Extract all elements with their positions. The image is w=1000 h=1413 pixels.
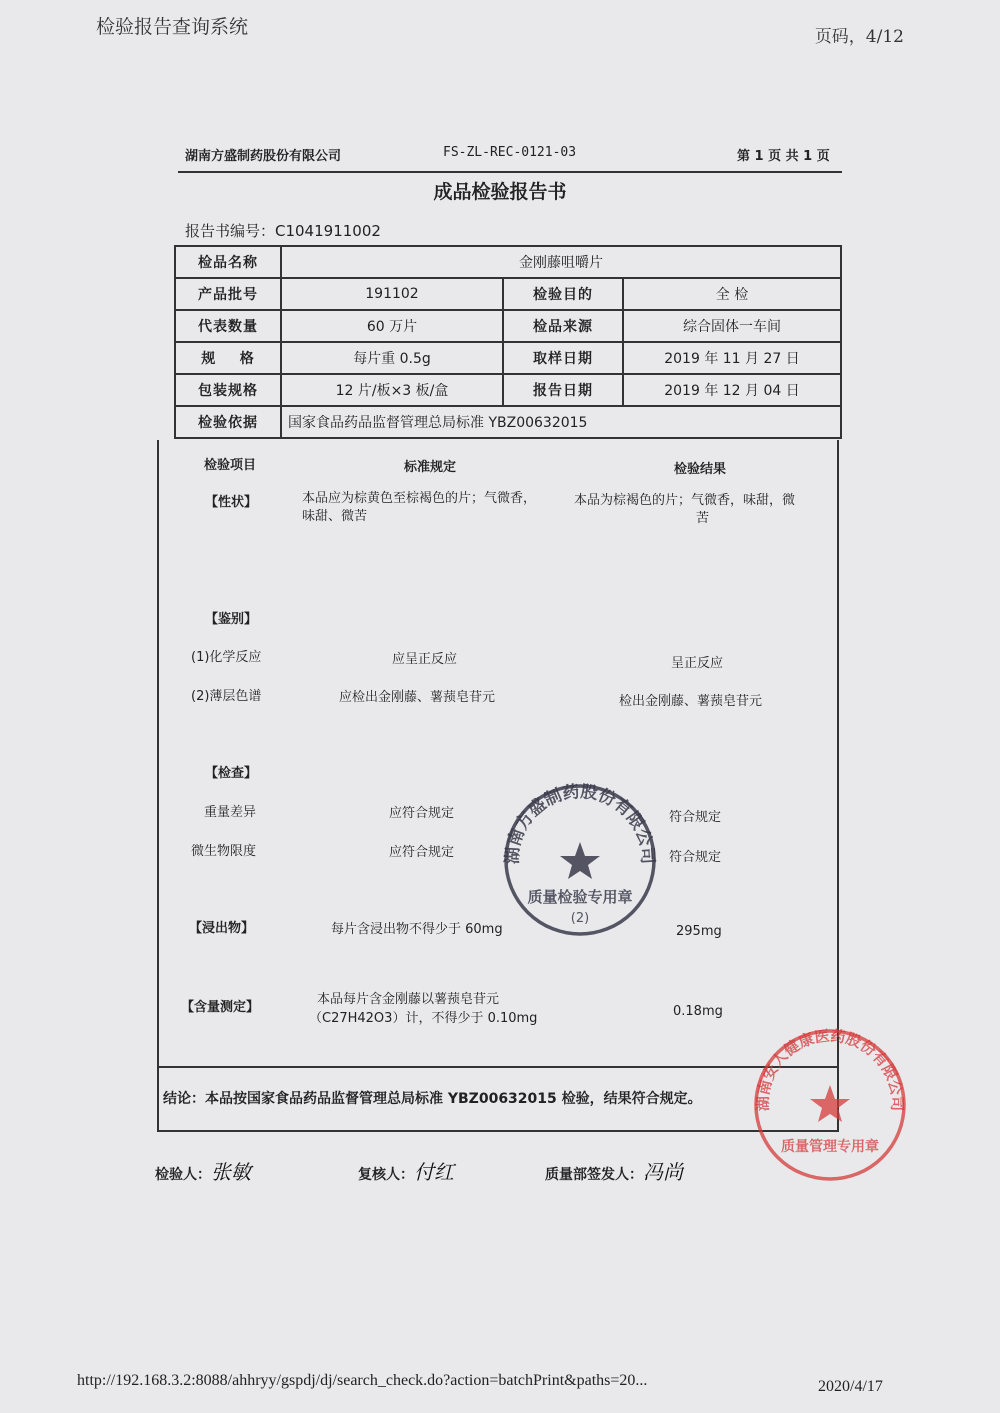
col-header-standard: 标准规定 <box>404 460 457 475</box>
packaging: 12 片/板×3 板/盒 <box>281 374 503 406</box>
red-stamp-center-text: 质量管理专用章 <box>781 1139 879 1155</box>
table-row <box>175 342 841 374</box>
report-date: 2019 年 12 月 04 日 <box>623 374 841 406</box>
table-row <box>175 374 841 406</box>
items-section <box>157 440 839 1068</box>
batch-number: 191102 <box>281 278 503 310</box>
item-label: 【鉴别】 <box>205 612 258 627</box>
col-header-item: 检验项目 <box>204 458 257 473</box>
blue-stamp-number: (2) <box>570 911 590 926</box>
sampling-date: 2019 年 11 月 27 日 <box>623 342 841 374</box>
table-label: 规 格 <box>175 342 281 374</box>
item-result: 苦 <box>696 511 710 526</box>
red-stamp-ring-text: 湖南安人健康医药股份有限公司 <box>753 1026 907 1112</box>
table-row <box>175 406 841 438</box>
item-result: 295mg <box>676 924 722 939</box>
inspector-signature <box>155 1156 251 1185</box>
item-standard: 本品每片含金刚藤以薯蓣皂苷元 <box>317 992 500 1007</box>
quality-inspection-stamp <box>500 780 660 940</box>
doc-title: 成品检验报告书 <box>433 181 567 203</box>
reviewer-label: 复核人： <box>358 1167 414 1183</box>
inspection-basis: 国家食品药品监督管理总局标准 YBZ00632015 <box>281 406 841 438</box>
report-number: 报告书编号：C1041911002 <box>185 222 381 240</box>
footer-date: 2020/4/17 <box>818 1378 883 1395</box>
item-result: 符合规定 <box>669 850 722 865</box>
item-standard: 本品应为棕黄色至棕褐色的片；气微香， <box>302 491 537 506</box>
product-name: 金刚藤咀嚼片 <box>281 246 841 278</box>
inspection-purpose: 全 检 <box>623 278 841 310</box>
item-label: 重量差异 <box>204 805 257 820</box>
browser-title: 检验报告查询系统 <box>96 16 249 38</box>
item-label: (2)薄层色谱 <box>191 689 262 704</box>
table-row <box>175 246 841 278</box>
star-icon <box>560 842 600 879</box>
table-label: 检品名称 <box>175 246 281 278</box>
footer-url: http://192.168.3.2:8088/ahhryy/gspdj/dj/search_check.do?action=batchPrint&paths=20... <box>77 1372 648 1389</box>
qa-label: 质量部签发人： <box>545 1167 643 1183</box>
info-table <box>174 245 842 439</box>
reviewer-signature <box>358 1156 454 1185</box>
item-result: 本品为棕褐色的片；气微香，味甜，微 <box>574 493 796 508</box>
inspector-label: 检验人： <box>155 1167 211 1183</box>
star-icon <box>810 1085 850 1122</box>
table-label: 取样日期 <box>503 342 623 374</box>
table-label: 包装规格 <box>175 374 281 406</box>
item-label: 【含量测定】 <box>181 1000 260 1015</box>
table-label: 检验依据 <box>175 406 281 438</box>
item-standard: 应检出金刚藤、薯蓣皂苷元 <box>339 690 496 705</box>
table-row <box>175 310 841 342</box>
table-label: 检验目的 <box>503 278 623 310</box>
item-standard: 应呈正反应 <box>392 652 458 667</box>
reviewer-sig: 付红 <box>414 1160 454 1184</box>
item-label: 【浸出物】 <box>189 921 255 936</box>
quantity: 60 万片 <box>281 310 503 342</box>
sample-source: 综合固体一车间 <box>623 310 841 342</box>
item-label: (1)化学反应 <box>191 650 262 665</box>
col-header-result: 检验结果 <box>674 462 727 477</box>
qa-signature <box>545 1156 683 1185</box>
table-label: 产品批号 <box>175 278 281 310</box>
quality-management-stamp <box>750 1025 910 1185</box>
item-result: 呈正反应 <box>671 656 724 671</box>
inspector-sig: 张敏 <box>211 1160 251 1184</box>
specification: 每片重 0.5g <box>281 342 503 374</box>
doc-pages: 第 1 页 共 1 页 <box>737 149 830 164</box>
item-result: 符合规定 <box>669 810 722 825</box>
table-label: 检品来源 <box>503 310 623 342</box>
doc-code: FS-ZL-REC-0121-03 <box>443 145 577 160</box>
item-standard: 每片含浸出物不得少于 60mg <box>331 922 503 937</box>
item-result: 检出金刚藤、薯蓣皂苷元 <box>619 694 763 709</box>
page-indicator: 页码，4/12 <box>814 27 904 47</box>
blue-stamp-ring-text: 湖南方盛制药股份有限公司 <box>502 781 658 865</box>
item-label: 【检查】 <box>205 766 258 781</box>
company-name: 湖南方盛制药股份有限公司 <box>185 149 342 164</box>
table-label: 代表数量 <box>175 310 281 342</box>
blue-stamp-center-text: 质量检验专用章 <box>527 888 633 906</box>
item-standard: （C27H42O3）计，不得少于 0.10mg <box>309 1011 538 1026</box>
item-label: 【性状】 <box>205 495 258 510</box>
table-row <box>175 278 841 310</box>
qa-sig: 冯尚 <box>643 1160 683 1184</box>
table-label: 报告日期 <box>503 374 623 406</box>
item-result: 0.18mg <box>673 1004 723 1019</box>
item-label: 微生物限度 <box>191 844 257 859</box>
item-standard: 味甜、微苦 <box>302 509 368 524</box>
item-standard: 应符合规定 <box>389 845 455 860</box>
conclusion-text: 结论：本品按国家食品药品监督管理总局标准 YBZ00632015 检验，结果符合规定。 <box>163 1091 702 1107</box>
header-divider <box>178 171 842 173</box>
item-standard: 应符合规定 <box>389 806 455 821</box>
